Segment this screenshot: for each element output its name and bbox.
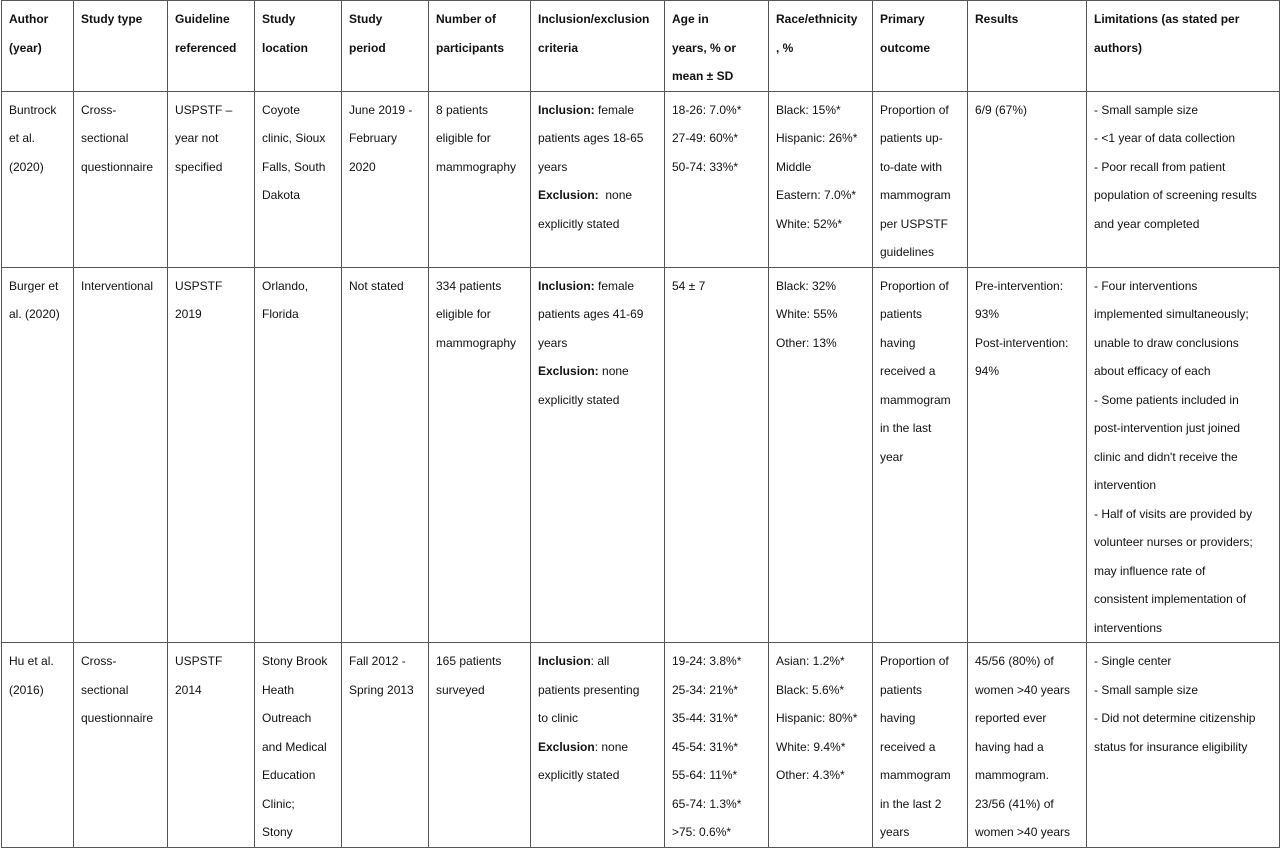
cell-race: Black: 15%* Hispanic: 26%* Middle Eastern: 7.0%* White: 52%* (769, 91, 873, 267)
cell-outcome: Proportion of patients having received a mammogram in the last year (873, 267, 968, 643)
exclusion-label: Exclusion (538, 739, 595, 754)
cell-study-type: Cross- sectional questionnaire (74, 91, 168, 267)
header-results: Results (968, 1, 1087, 92)
cell-age: 19-24: 3.8%* 25-34: 21%* 35-44: 31%* 45-54: 31%* 55-64: 11%* 65-74: 1.3%* >75: 0.6%* (665, 643, 769, 848)
header-outcome: Primary outcome (873, 1, 968, 92)
header-row (2, 1, 1280, 92)
cell-study-type: Interventional (74, 267, 168, 643)
cell-participants: 8 patients eligible for mammography (429, 91, 531, 267)
cell-guideline: USPSTF 2014 (168, 643, 255, 848)
table-row (2, 267, 1280, 643)
cell-criteria: Inclusion: female patients ages 18-65 years Exclusion: none explicitly stated (531, 91, 665, 267)
cell-author: Burger et al. (2020) (2, 267, 74, 643)
cell-outcome: Proportion of patients up- to-date with mammogram per USPSTF guidelines (873, 91, 968, 267)
cell-period: June 2019 - February 2020 (342, 91, 429, 267)
cell-limitations: - Single center - Small sample size - Did not determine citizenship status for insurance eligibility (1087, 643, 1280, 848)
cell-age: 54 ± 7 (665, 267, 769, 643)
table-row (2, 643, 1280, 848)
cell-results: 6/9 (67%) (968, 91, 1087, 267)
cell-location: Stony Brook Heath Outreach and Medical Education Clinic; Stony (255, 643, 342, 848)
cell-participants: 334 patients eligible for mammography (429, 267, 531, 643)
table-row (2, 91, 1280, 267)
header-study-type: Study type (74, 1, 168, 92)
cell-period: Fall 2012 - Spring 2013 (342, 643, 429, 848)
header-guideline: Guideline referenced (168, 1, 255, 92)
header-location: Study location (255, 1, 342, 92)
cell-location: Orlando, Florida (255, 267, 342, 643)
cell-author: Hu et al. (2016) (2, 643, 74, 848)
cell-results: Pre-intervention: 93% Post-intervention: 94% (968, 267, 1087, 643)
cell-period: Not stated (342, 267, 429, 643)
cell-criteria: Inclusion: female patients ages 41-69 years Exclusion: none explicitly stated (531, 267, 665, 643)
cell-study-type: Cross- sectional questionnaire (74, 643, 168, 848)
inclusion-label: Inclusion (538, 654, 591, 668)
cell-race: Black: 32% White: 55% Other: 13% (769, 267, 873, 643)
cell-guideline: USPSTF 2019 (168, 267, 255, 643)
header-author: Author (year) (2, 1, 74, 92)
cell-race: Asian: 1.2%* Black: 5.6%* Hispanic: 80%* White: 9.4%* Other: 4.3%* (769, 643, 873, 848)
cell-author: Buntrock et al. (2020) (2, 91, 74, 267)
studies-table (1, 0, 1280, 848)
inclusion-label: Inclusion: (538, 102, 595, 117)
header-race: Race/ethnicity , % (769, 1, 873, 92)
header-age: Age in years, % or mean ± SD (665, 1, 769, 92)
cell-age: 18-26: 7.0%* 27-49: 60%* 50-74: 33%* (665, 91, 769, 267)
cell-participants: 165 patients surveyed (429, 643, 531, 848)
header-criteria: Inclusion/exclusion criteria (531, 1, 665, 92)
cell-criteria: Inclusion: all patients presenting to clinic Exclusion: none explicitly stated (531, 643, 665, 848)
cell-limitations: - Four interventions implemented simultaneously; unable to draw conclusions about efficacy of each - Some patients included in post-intervention just joined clinic and didn't receive the intervention - Half of visits are provided by volunteer nurses or providers; may influence rate of consistent implementation of interventions (1087, 267, 1280, 643)
header-participants: Number of participants (429, 1, 531, 92)
header-limitations: Limitations (as stated per authors) (1087, 1, 1280, 92)
exclusion-label: Exclusion: (538, 188, 599, 202)
cell-results: 45/56 (80%) of women >40 years reported ever having had a mammogram. 23/56 (41%) of women >40 years (968, 643, 1087, 848)
header-period: Study period (342, 1, 429, 92)
cell-limitations: - Small sample size - <1 year of data collection - Poor recall from patient population of screening results and year completed (1087, 91, 1280, 267)
cell-guideline: USPSTF – year not specified (168, 91, 255, 267)
exclusion-label: Exclusion: (538, 364, 599, 378)
inclusion-label: Inclusion: (538, 278, 595, 293)
cell-outcome: Proportion of patients having received a mammogram in the last 2 years (873, 643, 968, 848)
cell-location: Coyote clinic, Sioux Falls, South Dakota (255, 91, 342, 267)
